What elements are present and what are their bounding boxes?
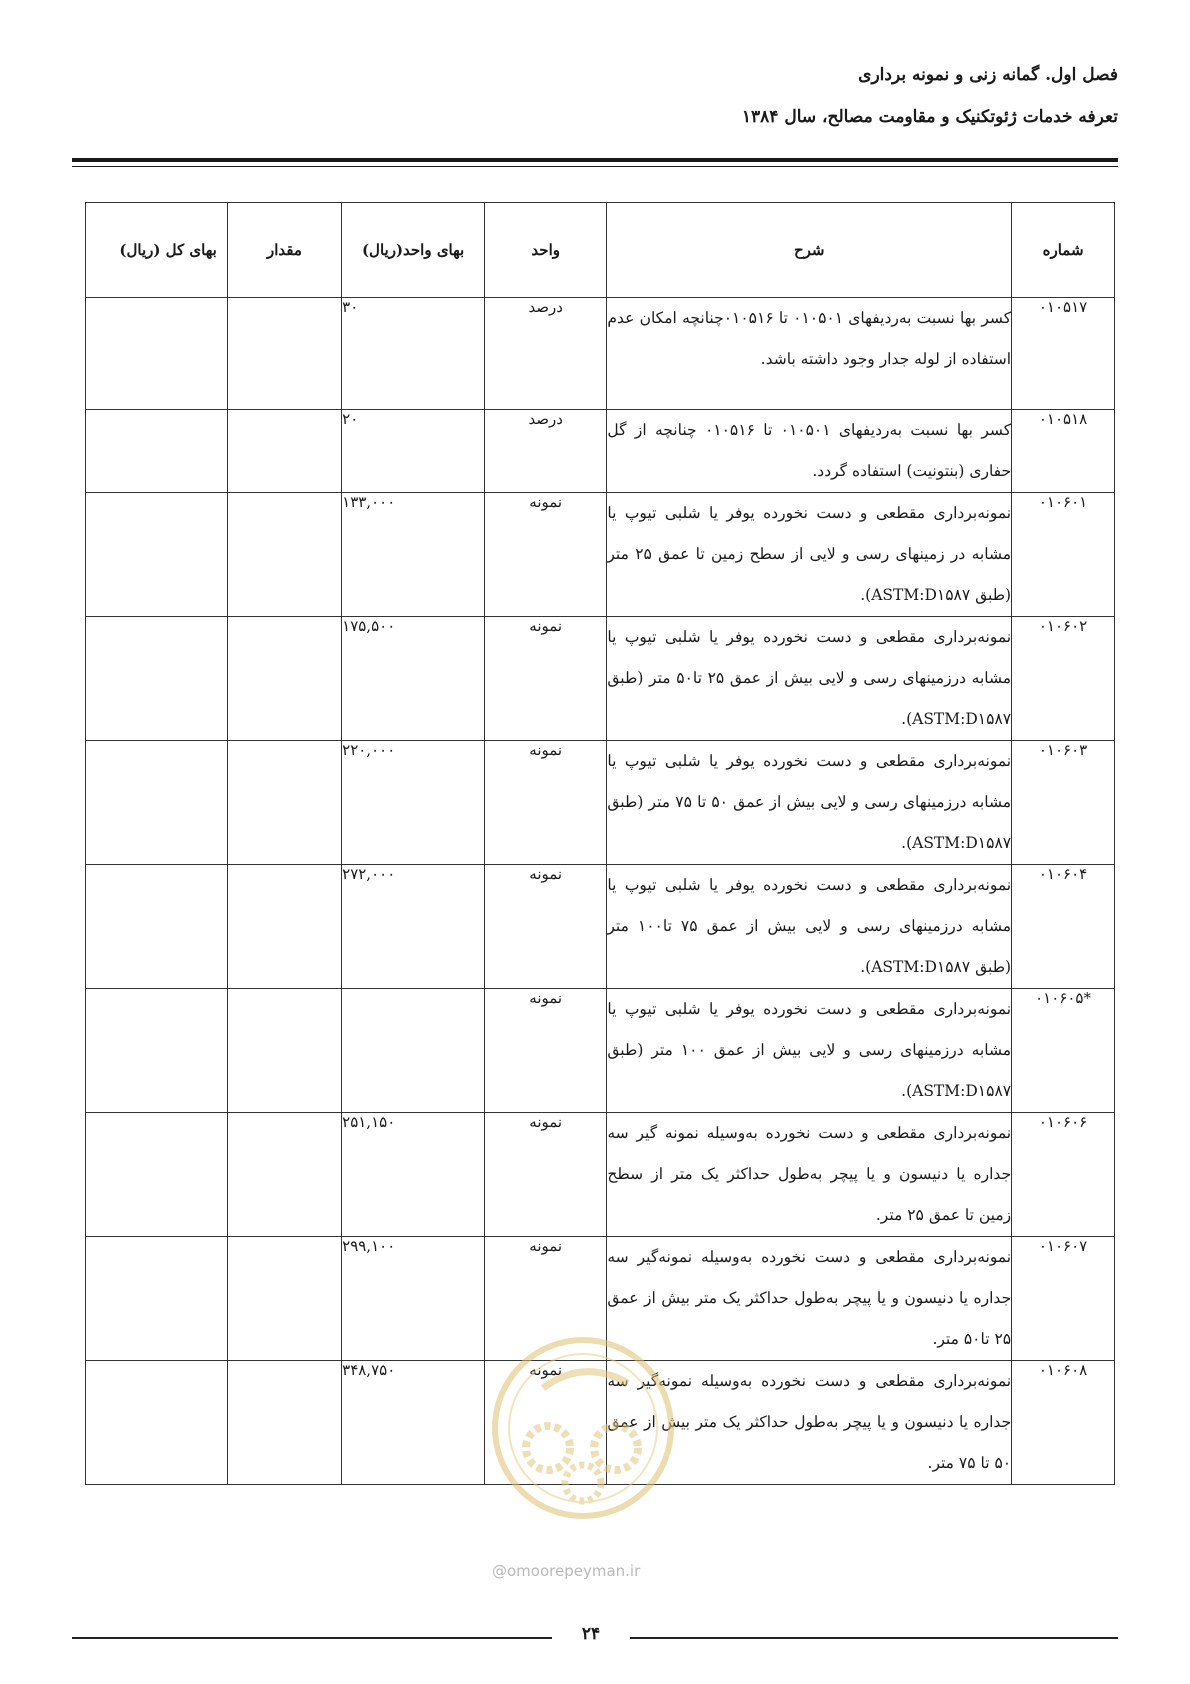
row-unit: نمونه bbox=[485, 617, 607, 741]
row-unit-price: ۳۴۸,۷۵۰ bbox=[342, 1361, 485, 1485]
table-row bbox=[86, 1113, 1115, 1237]
row-description: نمونه‌برداری مقطعی و دست نخورده به‌وسیله نمونه‌گیر سه جداره یا دنیسون و یا پیچر به‌طول حداکثر یک متر بیش از عمق ۵۰ تا ۷۵ متر. bbox=[607, 1361, 1012, 1485]
table-row bbox=[86, 1237, 1115, 1361]
row-number: ۰۱۰۶۰۶ bbox=[1012, 1113, 1115, 1237]
column-header-total-price: بهای کل (ریال) bbox=[86, 203, 228, 298]
row-number: ۰۱۰۶۰۸ bbox=[1012, 1361, 1115, 1485]
row-description: نمونه‌برداری مقطعی و دست نخورده به‌وسیله نمونه گیر سه جداره یا دنیسون و یا پیچر به‌طول حداکثر یک متر از سطح زمین تا عمق ۲۵ متر. bbox=[607, 1113, 1012, 1237]
column-header-unit: واحد bbox=[485, 203, 607, 298]
row-description: کسر بها نسبت به‌ردیفهای ۰۱۰۵۰۱ تا ۰۱۰۵۱۶چنانچه امکان عدم استفاده از لوله جدار وجود داشته باشد. bbox=[607, 298, 1012, 410]
row-quantity bbox=[227, 617, 341, 741]
header-rule-thin bbox=[72, 166, 1118, 167]
table-row bbox=[86, 865, 1115, 989]
row-unit-price: ۲۷۲,۰۰۰ bbox=[342, 865, 485, 989]
row-unit-price: ۱۷۵,۵۰۰ bbox=[342, 617, 485, 741]
row-number: *۰۱۰۶۰۵ bbox=[1012, 989, 1115, 1113]
row-unit: درصد bbox=[485, 298, 607, 410]
footer-rule-right bbox=[630, 1637, 1118, 1639]
row-number: ۰۱۰۵۱۸ bbox=[1012, 410, 1115, 493]
tariff-table bbox=[85, 202, 1115, 1485]
row-number: ۰۱۰۶۰۴ bbox=[1012, 865, 1115, 989]
row-quantity bbox=[227, 1361, 341, 1485]
row-total-price bbox=[86, 1113, 228, 1237]
row-unit-price: ۲۵۱,۱۵۰ bbox=[342, 1113, 485, 1237]
row-number: ۰۱۰۶۰۲ bbox=[1012, 617, 1115, 741]
table-row bbox=[86, 410, 1115, 493]
row-quantity bbox=[227, 493, 341, 617]
row-unit: نمونه bbox=[485, 741, 607, 865]
row-unit: نمونه bbox=[485, 1237, 607, 1361]
row-unit-price bbox=[342, 989, 485, 1113]
row-description: نمونه‌برداری مقطعی و دست نخورده یوفر یا شلبی تیوپ یا مشابه درزمینهای رسی و لایی بیش از عمق ۷۵ تا۱۰۰ متر (طبق ASTM:D۱۵۸۷). bbox=[607, 865, 1012, 989]
row-number: ۰۱۰۶۰۳ bbox=[1012, 741, 1115, 865]
row-quantity bbox=[227, 410, 341, 493]
row-total-price bbox=[86, 865, 228, 989]
row-unit: نمونه bbox=[485, 1361, 607, 1485]
column-header-unit-price: بهای واحد(ریال) bbox=[342, 203, 485, 298]
row-unit: نمونه bbox=[485, 493, 607, 617]
table-header-row bbox=[86, 203, 1115, 298]
table-row bbox=[86, 989, 1115, 1113]
row-number: ۰۱۰۶۰۱ bbox=[1012, 493, 1115, 617]
row-total-price bbox=[86, 741, 228, 865]
row-unit: درصد bbox=[485, 410, 607, 493]
row-unit: نمونه bbox=[485, 989, 607, 1113]
row-unit: نمونه bbox=[485, 1113, 607, 1237]
row-unit-price: ۲۰ bbox=[342, 410, 485, 493]
row-quantity bbox=[227, 741, 341, 865]
page-header bbox=[72, 58, 1118, 134]
watermark-url: @omoorepeyman.ir bbox=[492, 1562, 641, 1580]
row-description: نمونه‌برداری مقطعی و دست نخورده یوفر یا شلبی تیوپ یا مشابه درزمینهای رسی و لایی بیش از عمق ۵۰ تا ۷۵ متر (طبق ASTM:D۱۵۸۷). bbox=[607, 741, 1012, 865]
row-unit: نمونه bbox=[485, 865, 607, 989]
row-total-price bbox=[86, 1361, 228, 1485]
column-header-quantity: مقدار bbox=[227, 203, 341, 298]
document-subtitle: تعرفه خدمات ژئوتکنیک و مقاومت مصالح، سال ۱۳۸۴ bbox=[741, 107, 1118, 127]
row-total-price bbox=[86, 410, 228, 493]
row-quantity bbox=[227, 298, 341, 410]
row-unit-price: ۲۲۰,۰۰۰ bbox=[342, 741, 485, 865]
row-unit-price: ۳۰ bbox=[342, 298, 485, 410]
row-total-price bbox=[86, 493, 228, 617]
row-description: نمونه‌برداری مقطعی و دست نخورده یوفر یا شلبی تیوپ یا مشابه درزمینهای رسی و لایی بیش از عمق ۲۵ تا۵۰ متر (طبق ASTM:D۱۵۸۷). bbox=[607, 617, 1012, 741]
header-rule-thick bbox=[72, 158, 1118, 162]
row-quantity bbox=[227, 1113, 341, 1237]
table-row bbox=[86, 1361, 1115, 1485]
row-quantity bbox=[227, 989, 341, 1113]
row-total-price bbox=[86, 617, 228, 741]
row-description: نمونه‌برداری مقطعی و دست نخورده یوفر یا شلبی تیوپ یا مشابه در زمینهای رسی و لایی از سطح زمین تا عمق ۲۵ متر (طبق ASTM:D۱۵۸۷). bbox=[607, 493, 1012, 617]
row-quantity bbox=[227, 865, 341, 989]
table-row bbox=[86, 741, 1115, 865]
column-header-number: شماره bbox=[1012, 203, 1115, 298]
row-total-price bbox=[86, 1237, 228, 1361]
table-row bbox=[86, 617, 1115, 741]
footer-rule-left bbox=[72, 1637, 552, 1639]
column-header-description: شرح bbox=[607, 203, 1012, 298]
table-row bbox=[86, 493, 1115, 617]
row-description: نمونه‌برداری مقطعی و دست نخورده یوفر یا شلبی تیوپ یا مشابه درزمینهای رسی و لایی بیش از عمق ۱۰۰ متر (طبق ASTM:D۱۵۸۷). bbox=[607, 989, 1012, 1113]
row-total-price bbox=[86, 989, 228, 1113]
row-total-price bbox=[86, 298, 228, 410]
row-quantity bbox=[227, 1237, 341, 1361]
row-unit-price: ۱۳۳,۰۰۰ bbox=[342, 493, 485, 617]
row-description: نمونه‌برداری مقطعی و دست نخورده به‌وسیله نمونه‌گیر سه جداره یا دنیسون و یا پیچر به‌طول حداکثر یک متر بیش از عمق ۲۵ تا۵۰ متر. bbox=[607, 1237, 1012, 1361]
row-description: کسر بها نسبت به‌ردیفهای ۰۱۰۵۰۱ تا ۰۱۰۵۱۶ چنانچه از گل حفاری (بنتونیت) استفاده گردد. bbox=[607, 410, 1012, 493]
page-number: ۲۴ bbox=[581, 1624, 601, 1644]
row-number: ۰۱۰۵۱۷ bbox=[1012, 298, 1115, 410]
chapter-title: فصل اول. گمانه زنی و نمونه برداری bbox=[858, 65, 1118, 85]
row-number: ۰۱۰۶۰۷ bbox=[1012, 1237, 1115, 1361]
table-row bbox=[86, 298, 1115, 410]
row-unit-price: ۲۹۹,۱۰۰ bbox=[342, 1237, 485, 1361]
